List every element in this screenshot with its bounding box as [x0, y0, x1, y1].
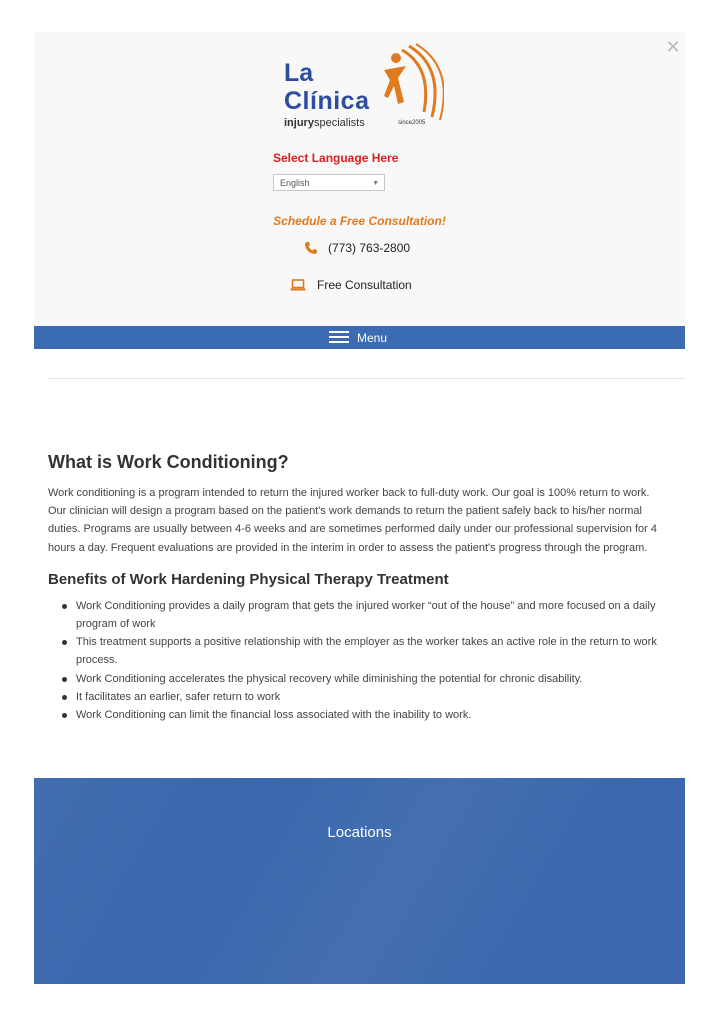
phone-icon — [304, 241, 318, 255]
list-item: This treatment supports a positive relationship with the employer as the worker takes an active role in the return to work process. — [76, 633, 668, 669]
schedule-consultation-heading: Schedule a Free Consultation! — [273, 214, 446, 228]
close-icon[interactable]: ✕ — [665, 37, 681, 57]
language-label: Select Language Here — [273, 151, 399, 165]
benefits-heading: Benefits of Work Hardening Physical Therapy Treatment — [48, 570, 449, 588]
page-frame — [34, 32, 685, 984]
hamburger-icon — [329, 331, 349, 344]
language-selected-value: English — [280, 178, 310, 188]
laptop-icon — [290, 278, 306, 292]
site-logo[interactable] — [284, 42, 439, 134]
locations-section — [34, 778, 685, 984]
list-item: Work Conditioning can limit the financial loss associated with the inability to work. — [76, 706, 668, 724]
list-item: Work Conditioning accelerates the physical recovery while diminishing the potential for chronic disability. — [76, 670, 668, 688]
main-content — [48, 450, 668, 724]
logo-text-la: La — [284, 59, 314, 87]
logo-since: since2005 — [398, 120, 426, 126]
logo-text-clinica: Clínica — [284, 87, 370, 115]
logo-sub-bold: injury — [284, 117, 314, 129]
logo-subtitle — [284, 117, 365, 129]
menu-toggle-bar[interactable] — [34, 326, 685, 349]
language-select[interactable] — [273, 174, 385, 191]
dropdown-caret-icon: ▼ — [372, 180, 379, 187]
locations-title: Locations — [327, 824, 392, 841]
benefits-list — [48, 597, 668, 724]
free-consultation-label: Free Consultation — [317, 278, 412, 292]
list-item: It facilitates an earlier, safer return to work — [76, 688, 668, 706]
logo-sub-rest: specialists — [313, 117, 365, 129]
site-header — [34, 32, 685, 326]
intro-paragraph: Work conditioning is a program intended to return the injured worker back to full-duty work. Our goal is 100% return to work. Our clinician will design a program based on the patient's work demands to return the patient safely back to his/her normal duties. Programs are usually between 4-6 weeks and are sometimes performed daily under our professional supervision for 4 hours a day. Frequent evaluations are provided in the interim in order to assess the patient's progress through the program. — [48, 487, 657, 554]
page-title: What is Work Conditioning? — [48, 452, 289, 472]
list-item: Work Conditioning provides a daily program that gets the injured worker “out of the house” and more focused on a daily program of work — [76, 597, 668, 633]
menu-label: Menu — [357, 331, 388, 345]
phone-number: (773) 763-2800 — [328, 241, 411, 255]
divider — [48, 378, 685, 379]
